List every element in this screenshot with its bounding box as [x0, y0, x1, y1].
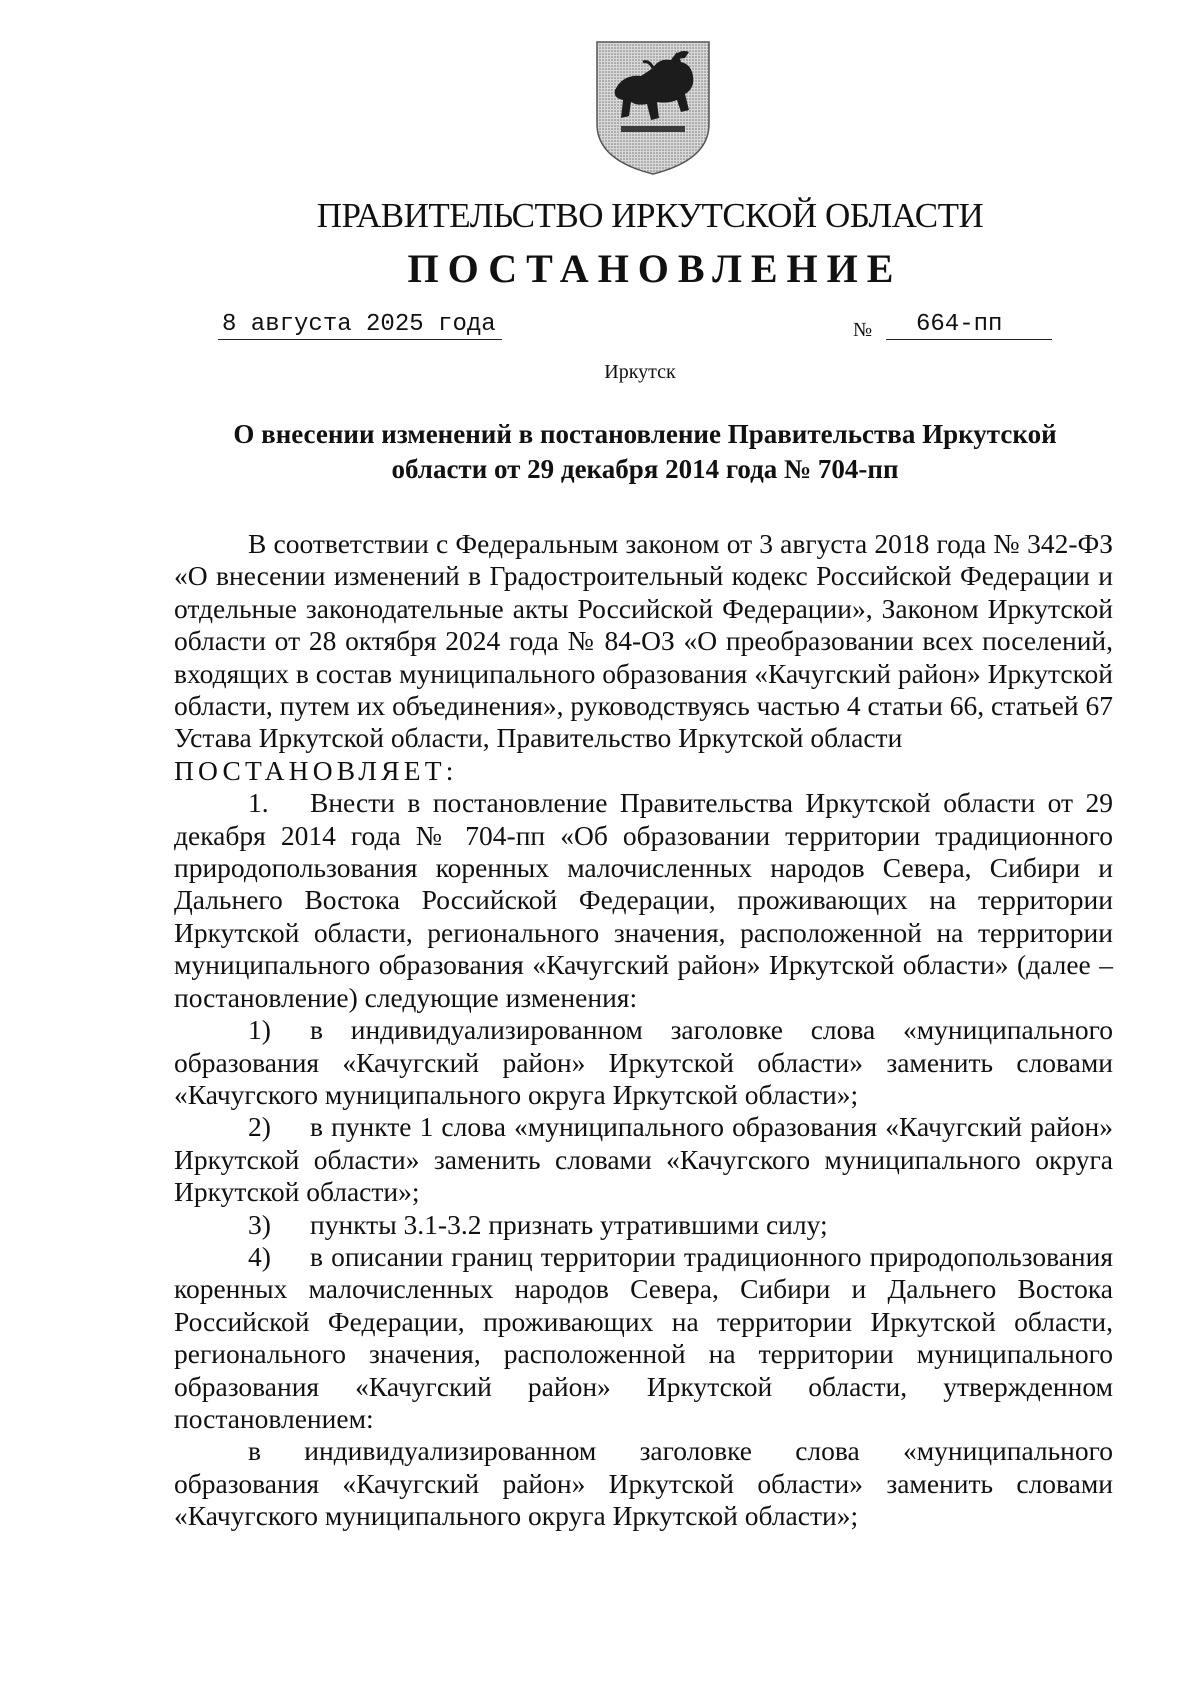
subitem-3-text: пункты 3.1-3.2 признать утратившими силу; [310, 1208, 828, 1240]
subitem-4-detail-paragraph: в индивидуализированном заголовке слова «муниципального образования «Качугский район» Иркутской области» заменить словами «Качугского муниципального округа Иркутской области»; [174, 1435, 1113, 1532]
document-city: Иркутск [604, 361, 676, 383]
number-label: № [853, 319, 873, 341]
subitem-1-number: 1) [248, 1014, 271, 1046]
item-1-text: Внести в постановление Правительства Иркутской области от 29 декабря 2014 года № 704-пп «Об образовании территории традиционного природопользования коренных малочисленных народов Севера, Сибири и Дальнего Востока Российской Федерации, проживающих на территории Иркутской области, регионального значения, расположенной на территории муниципального образования «Качугский район» Иркутской области» (далее – постановление) следующие изменения: [174, 787, 1113, 1013]
document-body [174, 528, 1113, 1533]
document-number: 664-пп [886, 311, 1052, 340]
subitem-1-text: в индивидуализированном заголовке слова «муниципального образования «Качугский район» Иркутской области» заменить словами «Качугского муниципального округа Иркутской области»; [174, 1014, 1113, 1110]
government-title: ПРАВИТЕЛЬСТВО ИРКУТСКОЙ ОБЛАСТИ [316, 196, 984, 235]
irkutsk-coat-of-arms-icon [593, 38, 713, 178]
subitem-2-paragraph [174, 1111, 1113, 1208]
preamble-paragraph: В соответствии с Федеральным законом от 3 августа 2018 года № 342-ФЗ «О внесении изменений в Градостроительный кодекс Российской Федерации и отдельные законодательные акты Российской Федерации», Законом Иркутской области от 28 октября 2024 года № 84-ОЗ «О преобразовании всех поселений, входящих в состав муниципального образования «Качугский район» Иркутской области, путем их объединения», руководствуясь частью 4 статьи 66, статьей 67 Устава Иркутской области, Правительство Иркутской области [174, 528, 1113, 754]
decree-word: ПОСТАНОВЛЯЕТ: [174, 754, 458, 786]
subitem-4-paragraph [174, 1241, 1113, 1435]
subject-line-1: О внесении изменений в постановление Правительства Иркутской [233, 419, 1057, 449]
subject-line-2: области от 29 декабря 2014 года № 704-пп [391, 454, 899, 484]
subitem-4-number: 4) [248, 1240, 271, 1272]
subitem-3-number: 3) [248, 1208, 271, 1240]
subitem-3-paragraph [174, 1209, 1113, 1241]
subitem-2-text: в пункте 1 слова «муниципального образования «Качугский район» Иркутской области» заменить словами «Качугского муниципального округа Иркутской области»; [174, 1111, 1113, 1208]
document-date: 8 августа 2025 года [218, 311, 502, 340]
subitem-4-text: в описании границ территории традиционного природопользования коренных малочисленных народов Севера, Сибири и Дальнего Востока Российской Федерации, проживающих на территории Иркутской области, регионального значения, расположенной на территории муниципального образования «Качугский район» Иркутской области, утвержденном постановлением: [174, 1240, 1113, 1434]
item-1-paragraph [174, 787, 1113, 1014]
document-type-title: ПОСТАНОВЛЕНИЕ [407, 246, 903, 291]
document-subject [170, 417, 1120, 487]
item-1-number: 1. [248, 787, 269, 819]
subitem-1-paragraph [174, 1014, 1113, 1111]
subitem-2-number: 2) [248, 1111, 271, 1143]
